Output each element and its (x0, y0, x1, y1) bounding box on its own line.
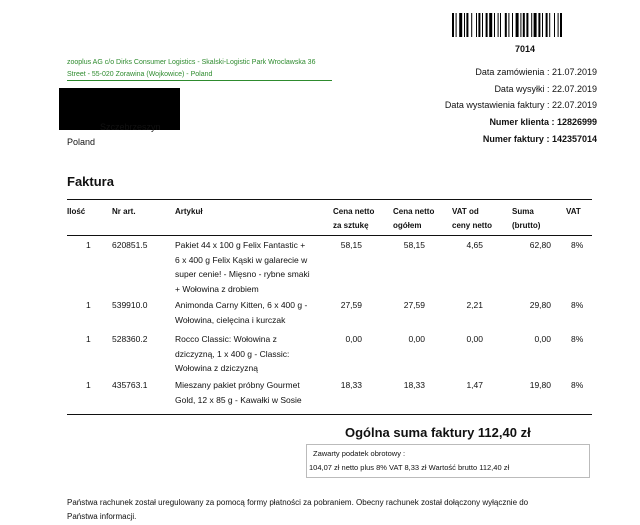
row-gross: 62,80 (529, 240, 551, 250)
row-desc-line: Pakiet 44 x 100 g Felix Fantastic + (175, 240, 306, 250)
row-vat-rate: 8% (571, 334, 584, 344)
row-net-total: 0,00 (408, 334, 425, 344)
header-vat-from-line1: VAT od (452, 207, 479, 216)
row-gross: 19,80 (529, 380, 551, 390)
sender-line-1: zooplus AG c/o Dirks Consumer Logistics - Skalski-Logistic Park Wroclawska 36 (67, 59, 316, 66)
row-vat-rate: 8% (571, 240, 584, 250)
row-art-no: 435763.1 (112, 380, 148, 390)
header-net-unit-line2: za sztukę (333, 221, 369, 230)
sender-line-2: Street - 55-020 Zorawina (Wojkowice) - Poland (67, 71, 213, 78)
row-description (175, 332, 289, 376)
invoice-title: Faktura (67, 174, 114, 189)
row-desc-line: Wołowina, cielęcina i kurczak (175, 314, 286, 325)
tax-summary-line: 104,07 zł netto plus 8% VAT 8,33 zł Wartość brutto 112,40 zł (309, 463, 510, 472)
row-desc-line: Mieszany pakiet próbny Gourmet (175, 380, 300, 390)
header-bottom-rule (67, 235, 592, 236)
row-qty: 1 (86, 334, 91, 344)
row-qty: 1 (86, 380, 91, 390)
row-vat-rate: 8% (571, 300, 584, 310)
header-net-total-line2: ogółem (393, 221, 422, 230)
header-art-no: Nr art. (112, 207, 136, 216)
header-net-total (393, 205, 434, 233)
row-net-total: 58,15 (403, 240, 425, 250)
header-vat: VAT (566, 207, 581, 216)
row-net-total: 18,33 (403, 380, 425, 390)
row-desc-line: Wołowina z dziczyzną (175, 363, 258, 373)
row-desc-line: dziczyzną, 1 x 400 g - Classic: (175, 348, 290, 359)
tax-summary-box (306, 444, 590, 478)
header-net-unit (333, 205, 374, 233)
row-gross: 29,80 (529, 300, 551, 310)
row-desc-line: super cenie! - Mięsno - rybne smaki (175, 269, 310, 279)
header-item: Artykuł (175, 207, 203, 216)
row-desc-line: Animonda Carny Kitten, 6 x 400 g - (175, 300, 308, 310)
row-vat-amount: 0,00 (466, 334, 483, 344)
row-desc-line: + Wołowina z drobiem (175, 283, 259, 294)
row-net-total: 27,59 (403, 300, 425, 310)
barcode-image (452, 13, 598, 37)
recipient-city: Szczebrzeszyn (100, 122, 161, 132)
row-art-no: 539910.0 (112, 300, 148, 310)
row-net-unit: 27,59 (340, 300, 362, 310)
row-net-unit: 18,33 (340, 380, 362, 390)
payment-note (67, 496, 597, 524)
row-vat-amount: 1,47 (466, 380, 483, 390)
row-vat-amount: 4,65 (466, 240, 483, 250)
invoice-total: Ogólna suma faktury 112,40 zł (345, 425, 531, 440)
table-top-rule (67, 199, 592, 200)
ship-date: Data wysyłki : 22.07.2019 (494, 84, 597, 94)
header-net-total-line1: Cena netto (393, 207, 435, 216)
header-sum (512, 205, 540, 233)
sender-address (67, 57, 335, 81)
row-vat-rate: 8% (571, 380, 584, 390)
tax-summary-label: Zawarty podatek obrotowy : (313, 449, 406, 458)
row-desc-line: 6 x 400 g Felix Kąski w galarecie w (175, 254, 308, 265)
row-vat-amount: 2,21 (466, 300, 483, 310)
row-net-unit: 0,00 (345, 334, 362, 344)
invoice-date: Data wystawienia faktury : 22.07.2019 (444, 100, 597, 110)
order-date: Data zamówienia : 21.07.2019 (475, 67, 597, 77)
barcode-number: 7014 (514, 44, 536, 54)
row-art-no: 528360.2 (112, 334, 148, 344)
row-net-unit: 58,15 (340, 240, 362, 250)
header-qty: Ilość (67, 207, 86, 216)
header-vat-from-line2: ceny netto (452, 221, 493, 230)
payment-note-line-2: Państwa informacji. (67, 512, 137, 521)
row-desc-line: Gold, 12 x 85 g - Kawałki w Sosie (175, 394, 302, 405)
invoice-number: Numer faktury : 142357014 (482, 134, 597, 144)
row-qty: 1 (86, 300, 91, 310)
row-art-no: 620851.5 (112, 240, 148, 250)
row-desc-line: Rocco Classic: Wołowina z (175, 334, 277, 344)
header-net-unit-line1: Cena netto (333, 207, 375, 216)
row-description (175, 238, 310, 296)
row-description (175, 378, 302, 407)
table-bottom-rule (67, 414, 592, 415)
header-sum-line1: Suma (512, 207, 534, 216)
sender-divider (67, 80, 332, 81)
row-gross: 0,00 (534, 334, 551, 344)
customer-number: Numer klienta : 12826999 (489, 117, 597, 127)
row-qty: 1 (86, 240, 91, 250)
header-vat-from (452, 205, 492, 233)
row-description (175, 298, 307, 327)
header-sum-line2: (brutto) (512, 221, 541, 230)
recipient-country: Poland (67, 137, 96, 147)
payment-note-line-1: Państwa rachunek został uregulowany za pomocą formy płatności za pobraniem. Obecny rachunek został dołączony wyłącznie do (67, 498, 529, 507)
